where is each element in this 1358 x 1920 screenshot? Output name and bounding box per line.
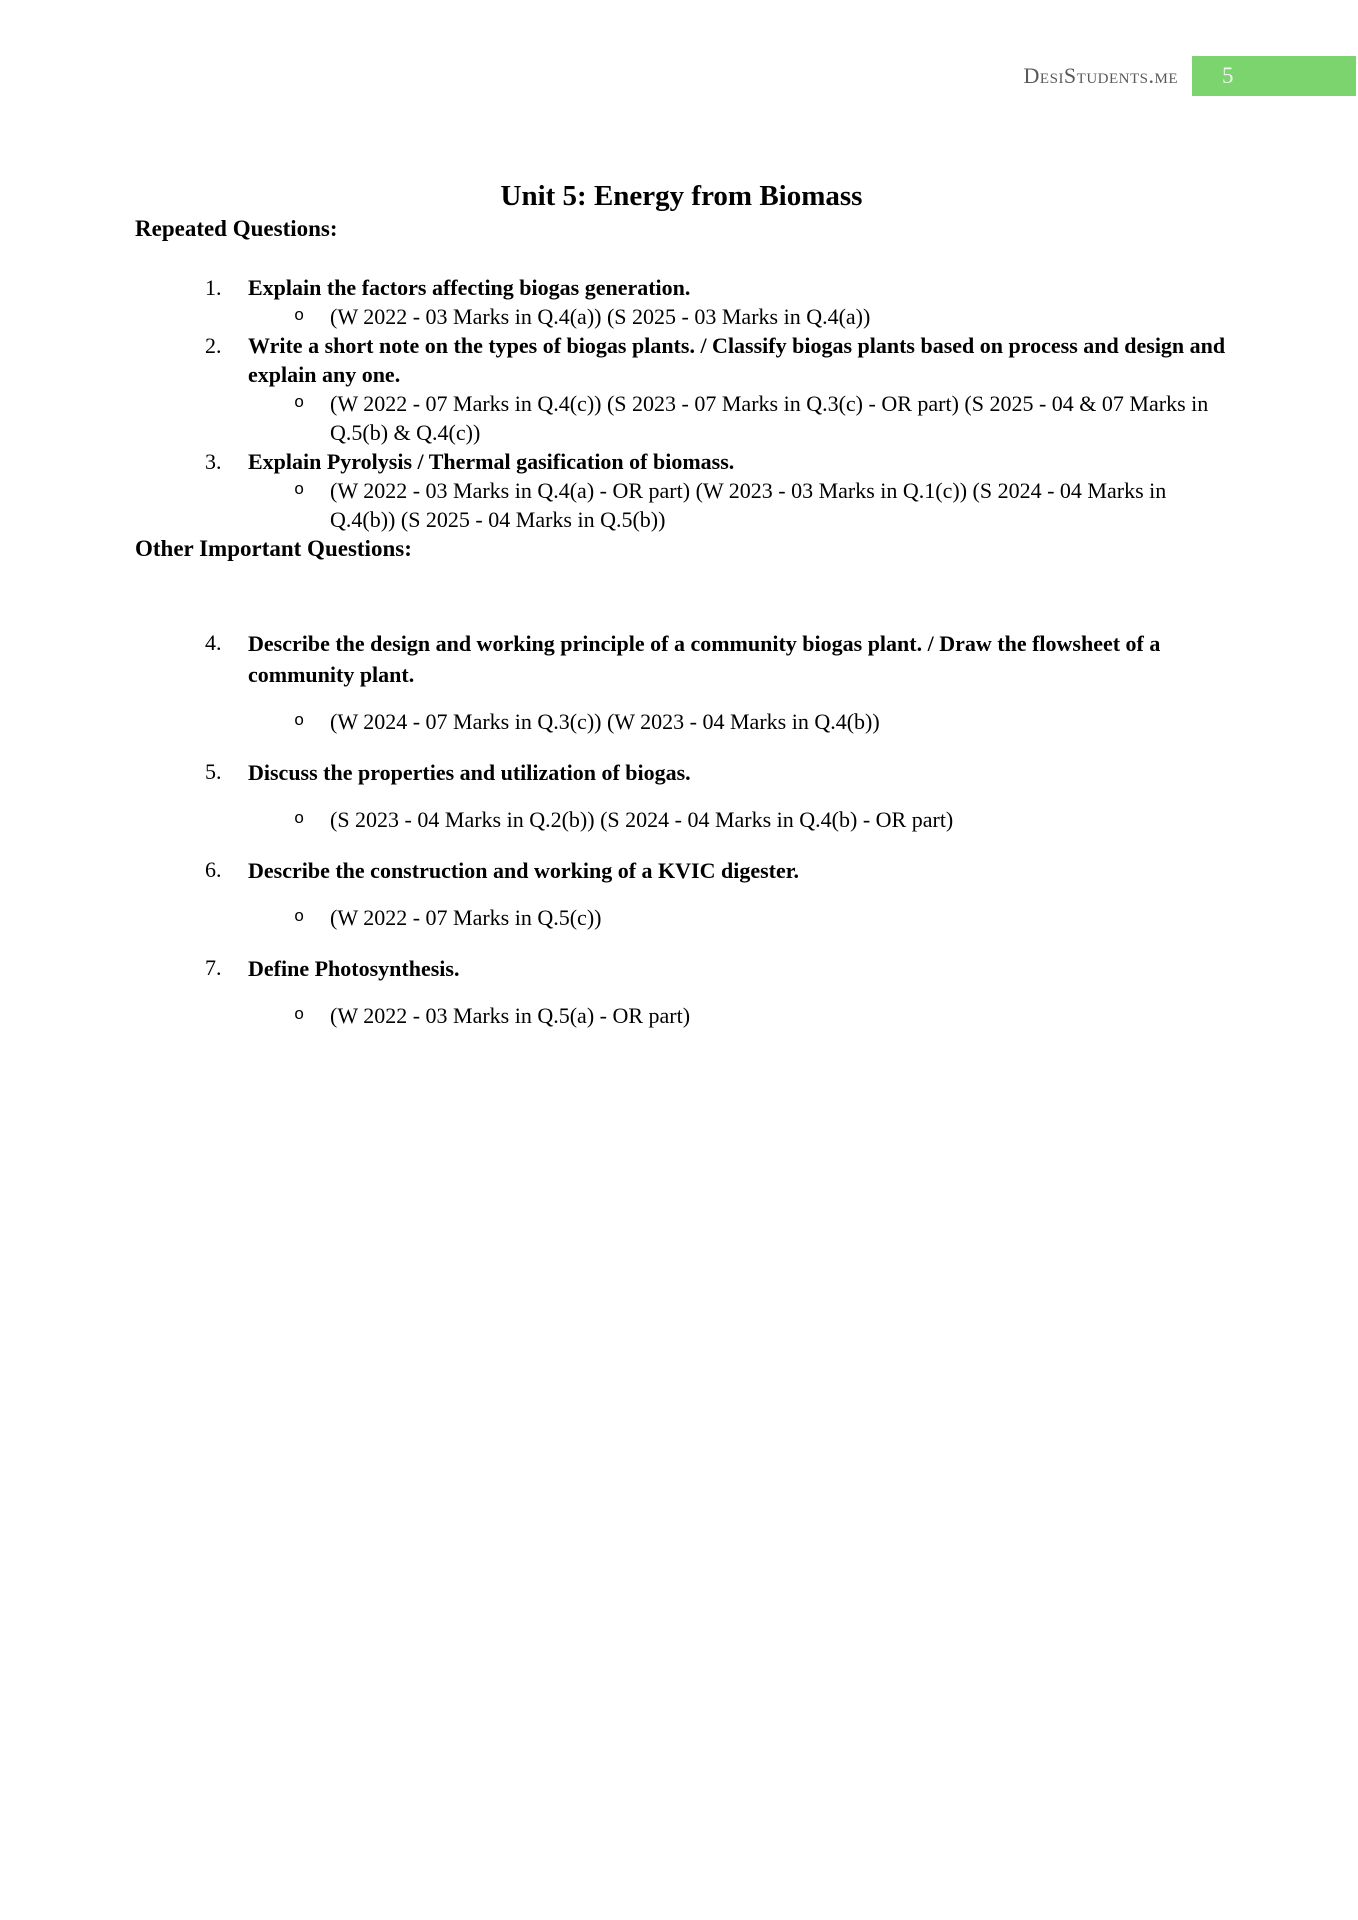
list-item — [135, 331, 1228, 447]
question-text: Define Photosynthesis. — [248, 956, 460, 981]
sub-bullet-marker: o — [294, 394, 305, 413]
reference-text: (W 2022 - 03 Marks in Q.5(a) - OR part) — [330, 1003, 691, 1028]
page-title: Unit 5: Energy from Biomass — [500, 180, 863, 212]
list-number: 6. — [205, 857, 222, 882]
list-item — [135, 628, 1228, 737]
question-body — [248, 953, 1228, 1031]
reference-row — [248, 302, 1228, 331]
list-number: 3. — [205, 449, 222, 474]
list-item — [135, 757, 1228, 835]
repeated-questions-list — [135, 273, 1228, 534]
question-body — [248, 273, 1228, 331]
question-text: Discuss the properties and utilization of biogas. — [248, 760, 691, 785]
document-content — [0, 178, 1358, 1031]
reference-text: (W 2022 - 03 Marks in Q.4(a) - OR part) (W 2023 - 03 Marks in Q.1(c)) (S 2024 - 04 Marks in Q.4(b)) (S 2025 - 04 Marks in Q.5(b)) — [330, 478, 1167, 532]
reference-text: (S 2023 - 04 Marks in Q.2(b)) (S 2024 - 04 Marks in Q.4(b) - OR part) — [330, 807, 954, 832]
list-number: 7. — [205, 955, 222, 980]
section-heading-repeated-questions: Repeated Questions: — [135, 216, 338, 241]
page-header — [0, 55, 1358, 97]
list-item — [135, 273, 1228, 331]
reference-text: (W 2022 - 03 Marks in Q.4(a)) (S 2025 - 03 Marks in Q.4(a)) — [330, 304, 871, 329]
site-name: DesiStudents.me — [1023, 63, 1178, 88]
question-body — [248, 331, 1228, 447]
reference-row — [248, 902, 1228, 933]
list-number: 4. — [205, 630, 222, 655]
list-number: 2. — [205, 333, 222, 358]
reference-text: (W 2022 - 07 Marks in Q.4(c)) (S 2023 - 07 Marks in Q.3(c) - OR part) (S 2025 - 04 & 07 Marks in Q.5(b) & Q.4(c)) — [330, 391, 1209, 445]
reference-text: (W 2022 - 07 Marks in Q.5(c)) — [330, 905, 602, 930]
question-body — [248, 628, 1228, 737]
other-important-questions-list — [135, 628, 1228, 1031]
reference-row — [248, 1000, 1228, 1031]
sub-bullet-marker: o — [294, 712, 305, 731]
list-item — [135, 447, 1228, 534]
reference-row — [248, 476, 1228, 534]
page-number-badge: 5 — [1192, 56, 1356, 96]
question-text: Write a short note on the types of biogas plants. / Classify biogas plants based on process and design and explain any one. — [248, 333, 1226, 387]
question-text: Describe the design and working principle of a community biogas plant. / Draw the flowsheet of a community plant. — [248, 631, 1161, 687]
question-body — [248, 855, 1228, 933]
sub-bullet-marker: o — [294, 1006, 305, 1025]
section-heading-other-important-questions: Other Important Questions: — [135, 536, 412, 561]
question-body — [248, 757, 1228, 835]
reference-row — [248, 706, 1228, 737]
sub-bullet-marker: o — [294, 810, 305, 829]
question-text: Explain the factors affecting biogas generation. — [248, 275, 691, 300]
list-number: 1. — [205, 275, 222, 300]
sub-bullet-marker: o — [294, 908, 305, 927]
question-text: Explain Pyrolysis / Thermal gasification of biomass. — [248, 449, 735, 474]
reference-row — [248, 389, 1228, 447]
list-item — [135, 855, 1228, 933]
reference-text: (W 2024 - 07 Marks in Q.3(c)) (W 2023 - 04 Marks in Q.4(b)) — [330, 709, 880, 734]
sub-bullet-marker: o — [294, 307, 305, 326]
list-number: 5. — [205, 759, 222, 784]
sub-bullet-marker: o — [294, 481, 305, 500]
question-text: Describe the construction and working of a KVIC digester. — [248, 858, 799, 883]
reference-row — [248, 804, 1228, 835]
list-item — [135, 953, 1228, 1031]
question-body — [248, 447, 1228, 534]
